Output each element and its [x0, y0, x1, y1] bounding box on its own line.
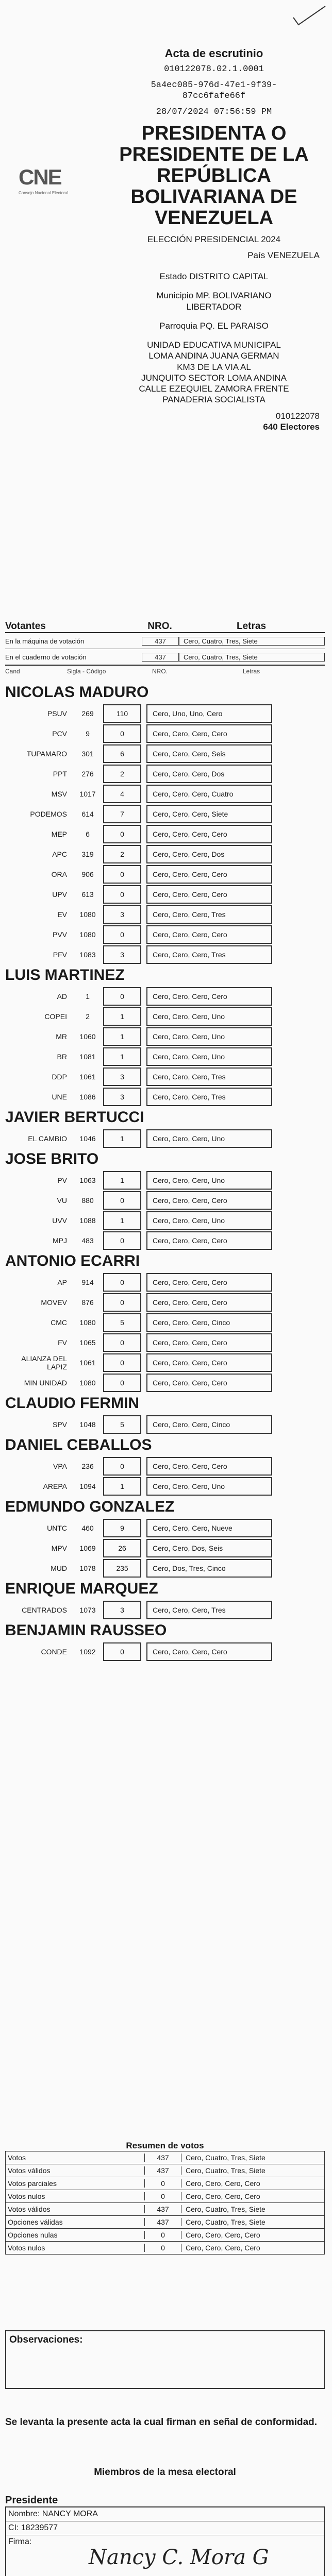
resumen-letras: Cero, Cero, Cero, Cero	[181, 2179, 324, 2188]
candidate-name: ANTONIO ECARRI	[5, 1252, 140, 1269]
party-sigla: CENTRADOS	[22, 1605, 67, 1614]
party-sigla: FV	[58, 1338, 67, 1347]
estado: Estado DISTRITO CAPITAL	[159, 272, 269, 282]
candidate-name: EDMUNDO GONZALEZ	[5, 1498, 175, 1515]
candidates-section	[5, 682, 325, 1662]
party-votes: 3	[103, 945, 141, 964]
resumen-letras: Cero, Cuatro, Tres, Siete	[181, 2166, 324, 2175]
row-label: En el cuaderno de votación	[5, 653, 87, 661]
party-code: 236	[81, 1462, 94, 1470]
resumen-label: Votos parciales	[8, 2179, 57, 2188]
party-letras: Cero, Cero, Cero, Cero	[146, 1642, 272, 1661]
party-sigla: PSUV	[47, 709, 67, 718]
party-sigla: MSV	[51, 789, 67, 798]
party-sigla: APC	[52, 850, 67, 858]
party-code: 1088	[79, 1216, 96, 1225]
party-votes: 6	[103, 744, 141, 763]
logo-subtext: Consejo Nacional Electoral	[19, 191, 69, 195]
party-letras: Cero, Cero, Cero, Cero	[146, 724, 272, 743]
resumen-row	[5, 2216, 325, 2229]
party-row	[5, 1046, 325, 1066]
party-sigla: EV	[57, 910, 67, 919]
party-letras: Cero, Cero, Cero, Cero	[146, 825, 272, 843]
party-votes: 2	[103, 845, 141, 863]
party-code: 460	[81, 1523, 94, 1532]
party-votes: 1	[103, 1027, 141, 1046]
miembros-title: Miembros de la mesa electoral	[94, 2467, 236, 2478]
title-line: PRESIDENTE DE LA	[119, 143, 309, 165]
party-letras: Cero, Cero, Cero, Tres	[146, 945, 272, 964]
party-votes: 0	[103, 1353, 141, 1372]
party-code: 2	[86, 1012, 90, 1021]
resumen-letras: Cero, Cuatro, Tres, Siete	[181, 2205, 324, 2213]
party-row	[5, 804, 325, 824]
party-code: 1061	[79, 1072, 96, 1081]
party-code: 276	[81, 769, 94, 778]
party-letras: Cero, Cero, Cero, Uno	[146, 1129, 272, 1148]
resumen-title: Resumen de votos	[126, 2141, 204, 2150]
member-ci: CI: 18239577	[6, 2521, 324, 2535]
party-row	[5, 1476, 325, 1496]
member-role: Presidente	[5, 2495, 58, 2506]
title-line: REPÚBLICA	[157, 164, 271, 187]
observaciones-label: Observaciones:	[9, 2334, 83, 2345]
center-name	[108, 340, 320, 405]
party-row	[5, 1518, 325, 1538]
party-row	[5, 703, 325, 723]
party-votes: 0	[103, 1374, 141, 1392]
party-votes: 0	[103, 825, 141, 843]
party-letras: Cero, Cero, Cero, Cero	[146, 1231, 272, 1250]
row-letras: Cero, Cuatro, Tres, Siete	[179, 637, 325, 646]
party-code: 1	[86, 992, 90, 1001]
party-votes: 9	[103, 1519, 141, 1537]
party-code: 880	[81, 1196, 94, 1205]
party-code: 613	[81, 890, 94, 899]
party-votes: 0	[103, 1231, 141, 1250]
party-code: 319	[81, 850, 94, 858]
foot-sigla: Sigla - Código	[67, 668, 106, 675]
party-sigla: BR	[57, 1052, 67, 1061]
party-code: 1086	[79, 1092, 96, 1101]
party-row	[5, 824, 325, 844]
resumen-row	[5, 2242, 325, 2255]
candidate-name: JAVIER BERTUCCI	[5, 1109, 144, 1126]
party-row	[5, 944, 325, 964]
resumen-letras: Cero, Cero, Cero, Cero	[181, 2192, 324, 2200]
party-letras: Cero, Cero, Cero, Cuatro	[146, 785, 272, 803]
center-line: UNIDAD EDUCATIVA MUNICIPAL	[147, 340, 281, 350]
party-letras: Cero, Cero, Cero, Cero	[146, 1333, 272, 1352]
party-row	[5, 1600, 325, 1620]
party-code: 1080	[79, 910, 96, 919]
resumen-letras: Cero, Cero, Cero, Cero	[181, 2231, 324, 2239]
party-votes: 4	[103, 785, 141, 803]
center-line: JUNQUITO SECTOR LOMA ANDINA	[141, 372, 287, 383]
party-row	[5, 1006, 325, 1026]
party-row	[5, 1128, 325, 1148]
party-letras: Cero, Cero, Cero, Uno	[146, 1171, 272, 1190]
member-firma	[6, 2535, 324, 2576]
col-votantes: Votantes	[5, 621, 46, 632]
center-code: 010122078	[275, 411, 320, 421]
acta-title: Acta de escrutinio	[164, 47, 263, 60]
party-sigla: ALIANZA DEL LAPIZ	[21, 1354, 67, 1371]
party-sigla: DDP	[52, 1072, 67, 1081]
resumen-letras: Cero, Cuatro, Tres, Siete	[181, 2218, 324, 2226]
election-name: ELECCIÓN PRESIDENCIAL 2024	[147, 234, 281, 244]
party-votes: 7	[103, 805, 141, 823]
party-letras: Cero, Cero, Cero, Cinco	[146, 1415, 272, 1434]
title-line: PRESIDENTA O	[141, 122, 287, 144]
party-code: 1063	[79, 1176, 96, 1184]
party-code: 1080	[79, 1318, 96, 1327]
party-row	[5, 1292, 325, 1312]
party-row	[5, 1190, 325, 1210]
party-votes: 1	[103, 1477, 141, 1496]
hash-line-1: 5a4ec085-976d-47e1-9f39-	[151, 80, 277, 90]
firma-label: Firma:	[8, 2537, 32, 2546]
party-letras: Cero, Cero, Cero, Cero	[146, 865, 272, 884]
foot-letras: Letras	[242, 668, 260, 675]
votantes-table	[5, 621, 325, 677]
party-code: 1073	[79, 1605, 96, 1614]
party-code: 1080	[79, 930, 96, 939]
resumen-num: 0	[144, 2192, 181, 2200]
party-sigla: VPA	[53, 1462, 67, 1470]
party-code: 914	[81, 1278, 94, 1286]
party-row	[5, 1066, 325, 1087]
party-votes: 0	[103, 724, 141, 743]
center-line: LOMA ANDINA JUANA GERMAN	[148, 351, 279, 361]
party-letras: Cero, Cero, Cero, Cinco	[146, 1313, 272, 1332]
party-sigla: MEP	[51, 829, 67, 838]
party-row	[5, 1641, 325, 1662]
resumen-label: Votos	[8, 2154, 26, 2162]
resumen-section	[5, 2141, 325, 2255]
party-votes: 0	[103, 925, 141, 944]
conformidad-text: Se levanta la presente acta la cual firman en señal de conformidad.	[5, 2417, 318, 2428]
party-row	[5, 986, 325, 1006]
election-title	[108, 123, 320, 229]
resumen-label: Opciones válidas	[8, 2218, 63, 2226]
party-votes: 0	[103, 1333, 141, 1352]
party-votes: 0	[103, 1642, 141, 1661]
party-votes: 3	[103, 905, 141, 924]
center-line: CALLE EZEQUIEL ZAMORA FRENTE	[139, 384, 289, 394]
row-num: 437	[142, 653, 179, 662]
party-votes: 110	[103, 704, 141, 723]
party-row	[5, 764, 325, 784]
party-sigla: SPV	[52, 1420, 67, 1429]
party-row	[5, 904, 325, 924]
party-sigla: ORA	[51, 870, 67, 878]
candidate-name: BENJAMIN RAUSSEO	[5, 1622, 167, 1639]
party-code: 876	[81, 1298, 94, 1307]
resumen-row	[5, 2177, 325, 2190]
members-section	[5, 2482, 325, 2576]
party-row	[5, 1414, 325, 1434]
party-code: 1083	[79, 950, 96, 959]
resumen-label: Votos nulos	[8, 2192, 45, 2200]
party-letras: Cero, Cero, Cero, Dos	[146, 845, 272, 863]
party-votes: 3	[103, 1088, 141, 1106]
party-votes: 1	[103, 1129, 141, 1148]
resumen-num: 0	[144, 2179, 181, 2188]
party-votes: 0	[103, 1457, 141, 1476]
party-votes: 5	[103, 1415, 141, 1434]
party-row	[5, 1170, 325, 1190]
party-sigla: UPV	[52, 890, 67, 899]
party-votes: 1	[103, 1171, 141, 1190]
resumen-num: 437	[144, 2154, 181, 2162]
party-sigla: PVV	[52, 930, 67, 939]
party-code: 269	[81, 709, 94, 718]
party-row	[5, 884, 325, 904]
center-line: PANADERIA SOCIALISTA	[162, 395, 265, 405]
member-block	[5, 2495, 325, 2576]
acta-header	[108, 46, 320, 432]
municipio-line-1: Municipio MP. BOLIVARIANO	[156, 291, 272, 301]
candidate-name: JOSE BRITO	[5, 1150, 99, 1167]
party-code: 1017	[79, 789, 96, 798]
candidate-name: ENRIQUE MARQUEZ	[5, 1580, 158, 1597]
party-votes: 0	[103, 885, 141, 904]
party-row	[5, 1230, 325, 1250]
foot-nro: NRO.	[152, 668, 168, 675]
party-row	[5, 844, 325, 864]
party-sigla: AD	[57, 992, 67, 1001]
foot-cand: Cand	[5, 668, 20, 675]
candidate-name: CLAUDIO FERMIN	[5, 1395, 139, 1412]
pais: País VENEZUELA	[247, 250, 320, 260]
party-letras: Cero, Cero, Cero, Uno	[146, 1047, 272, 1066]
resumen-rows	[5, 2151, 325, 2255]
party-votes: 235	[103, 1559, 141, 1578]
party-letras: Cero, Cero, Cero, Uno	[146, 1027, 272, 1046]
resumen-num: 437	[144, 2166, 181, 2175]
party-votes: 5	[103, 1313, 141, 1332]
candidate-name: LUIS MARTINEZ	[5, 967, 125, 984]
checkmark-icon	[291, 5, 327, 28]
party-letras: Cero, Cero, Cero, Dos	[146, 765, 272, 783]
party-row	[5, 1272, 325, 1292]
resumen-label: Votos válidos	[8, 2166, 51, 2175]
candidate-name: NICOLAS MADURO	[5, 684, 149, 701]
party-votes: 0	[103, 865, 141, 884]
party-row	[5, 1210, 325, 1230]
party-letras: Cero, Cero, Cero, Cero	[146, 925, 272, 944]
party-sigla: VU	[57, 1196, 67, 1205]
col-nro: NRO.	[147, 621, 172, 632]
cne-logo	[19, 165, 75, 211]
acta-code: 010122078.02.1.0001	[164, 64, 264, 74]
party-letras: Cero, Cero, Cero, Cero	[146, 1191, 272, 1210]
party-code: 1069	[79, 1544, 96, 1552]
party-row	[5, 864, 325, 884]
party-sigla: UNE	[52, 1092, 67, 1101]
party-letras: Cero, Cero, Cero, Uno	[146, 1477, 272, 1496]
title-line: BOLIVARIANA DE	[130, 185, 297, 208]
party-code: 1092	[79, 1647, 96, 1656]
party-sigla: MR	[56, 1032, 67, 1041]
party-votes: 1	[103, 1047, 141, 1066]
party-sigla: PCV	[52, 729, 67, 738]
party-code: 483	[81, 1236, 94, 1245]
party-code: 1046	[79, 1134, 96, 1143]
party-votes: 0	[103, 987, 141, 1006]
party-votes: 1	[103, 1211, 141, 1230]
party-sigla: MUD	[51, 1564, 67, 1572]
party-letras: Cero, Cero, Cero, Nueve	[146, 1519, 272, 1537]
member-name: Nombre: NANCY MORA	[6, 2507, 324, 2521]
row-label: En la máquina de votación	[5, 637, 85, 645]
party-code: 906	[81, 870, 94, 878]
center-line: KM3 DE LA VIA AL	[177, 362, 251, 372]
logo-text: CNE	[19, 165, 61, 189]
party-votes: 0	[103, 1273, 141, 1292]
party-votes: 2	[103, 765, 141, 783]
electores-count: 640 Electores	[263, 421, 320, 432]
party-sigla: PPT	[53, 769, 67, 778]
party-votes: 3	[103, 1601, 141, 1619]
party-sigla: MPV	[51, 1544, 67, 1552]
party-row	[5, 743, 325, 764]
party-letras: Cero, Cero, Cero, Cero	[146, 987, 272, 1006]
resumen-letras: Cero, Cero, Cero, Cero	[181, 2244, 324, 2252]
observaciones-box	[5, 2330, 325, 2389]
party-sigla: TUPAMARO	[26, 749, 67, 758]
party-row	[5, 1026, 325, 1046]
party-sigla: MOVEV	[41, 1298, 67, 1307]
party-row	[5, 723, 325, 743]
candidate-name: DANIEL CEBALLOS	[5, 1436, 152, 1453]
acta-datetime: 28/07/2024 07:56:59 PM	[156, 107, 272, 117]
party-code: 9	[86, 729, 90, 738]
party-sigla: CMC	[51, 1318, 67, 1327]
party-letras: Cero, Cero, Dos, Seis	[146, 1539, 272, 1557]
party-sigla: PV	[57, 1176, 67, 1184]
party-row	[5, 1332, 325, 1352]
party-code: 6	[86, 829, 90, 838]
party-letras: Cero, Cero, Cero, Tres	[146, 905, 272, 924]
member-box	[5, 2506, 325, 2576]
parroquia: Parroquia PQ. EL PARAISO	[159, 320, 269, 331]
resumen-row	[5, 2203, 325, 2216]
resumen-letras: Cero, Cuatro, Tres, Siete	[181, 2154, 324, 2162]
party-letras: Cero, Cero, Cero, Cero	[146, 885, 272, 904]
party-votes: 1	[103, 1007, 141, 1026]
party-sigla: EL CAMBIO	[28, 1134, 67, 1143]
party-letras: Cero, Cero, Cero, Siete	[146, 805, 272, 823]
resumen-row	[5, 2151, 325, 2164]
resumen-row	[5, 2164, 325, 2177]
resumen-num: 437	[144, 2205, 181, 2213]
party-sigla: UNTC	[47, 1523, 67, 1532]
col-letras: Letras	[236, 621, 267, 632]
party-row	[5, 1352, 325, 1372]
party-row	[5, 1312, 325, 1332]
party-row	[5, 784, 325, 804]
party-row	[5, 924, 325, 944]
party-sigla: AP	[57, 1278, 67, 1286]
row-letras: Cero, Cuatro, Tres, Siete	[179, 653, 325, 662]
party-sigla: COPEI	[44, 1012, 67, 1021]
party-letras: Cero, Dos, Tres, Cinco	[146, 1559, 272, 1578]
party-letras: Cero, Cero, Cero, Cero	[146, 1293, 272, 1312]
party-code: 1060	[79, 1032, 96, 1041]
municipio-line-2: LIBERTADOR	[186, 301, 242, 312]
party-letras: Cero, Cero, Cero, Uno	[146, 1007, 272, 1026]
resumen-label: Votos válidos	[8, 2205, 51, 2213]
party-code: 1081	[79, 1052, 96, 1061]
resumen-row	[5, 2190, 325, 2203]
party-row	[5, 1087, 325, 1107]
resumen-num: 0	[144, 2244, 181, 2252]
resumen-num: 0	[144, 2231, 181, 2239]
party-letras: Cero, Cero, Cero, Seis	[146, 744, 272, 763]
party-letras: Cero, Cero, Cero, Tres	[146, 1088, 272, 1106]
party-code: 1048	[79, 1420, 96, 1429]
party-sigla: AREPA	[43, 1482, 67, 1490]
resumen-num: 437	[144, 2218, 181, 2226]
party-row	[5, 1456, 325, 1476]
party-code: 1061	[79, 1358, 96, 1367]
party-votes: 3	[103, 1067, 141, 1086]
hash-line-2: 87cc6fafe66f	[182, 91, 246, 101]
party-sigla: CONDE	[41, 1647, 67, 1656]
party-sigla: PFV	[53, 950, 67, 959]
party-code: 1065	[79, 1338, 96, 1347]
row-num: 437	[142, 637, 179, 646]
party-votes: 0	[103, 1293, 141, 1312]
party-letras: Cero, Uno, Uno, Cero	[146, 704, 272, 723]
signature: Nancy C. Mora G	[89, 2546, 269, 2569]
title-line: VENEZUELA	[154, 207, 274, 229]
party-sigla: PODEMOS	[30, 809, 67, 818]
resumen-row	[5, 2229, 325, 2242]
party-sigla: UVV	[52, 1216, 67, 1225]
party-letras: Cero, Cero, Cero, Uno	[146, 1211, 272, 1230]
party-code: 1078	[79, 1564, 96, 1572]
party-letras: Cero, Cero, Cero, Cero	[146, 1374, 272, 1392]
party-code: 1080	[79, 1378, 96, 1387]
party-code: 614	[81, 809, 94, 818]
resumen-label: Votos nulos	[8, 2244, 45, 2252]
party-letras: Cero, Cero, Cero, Tres	[146, 1601, 272, 1619]
party-row	[5, 1372, 325, 1393]
party-letras: Cero, Cero, Cero, Tres	[146, 1067, 272, 1086]
party-code: 301	[81, 749, 94, 758]
party-letras: Cero, Cero, Cero, Cero	[146, 1457, 272, 1476]
party-row	[5, 1558, 325, 1578]
party-sigla: MPJ	[53, 1236, 67, 1245]
resumen-label: Opciones nulas	[8, 2231, 58, 2239]
party-row	[5, 1538, 325, 1558]
party-letras: Cero, Cero, Cero, Cero	[146, 1273, 272, 1292]
party-sigla: MIN UNIDAD	[24, 1378, 67, 1387]
party-code: 1094	[79, 1482, 96, 1490]
party-letras: Cero, Cero, Cero, Cero	[146, 1353, 272, 1372]
party-votes: 0	[103, 1191, 141, 1210]
party-votes: 26	[103, 1539, 141, 1557]
